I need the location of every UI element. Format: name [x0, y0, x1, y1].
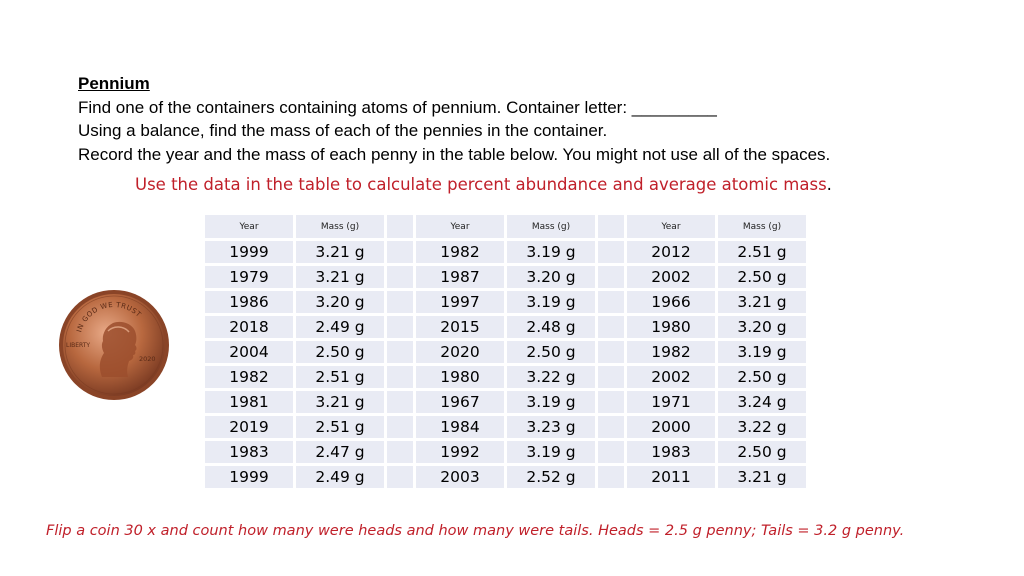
cell-year: 1971 — [627, 391, 718, 416]
column-separator — [598, 341, 627, 366]
column-separator — [387, 366, 416, 391]
cell-mass: 2.52 g — [507, 466, 598, 491]
header-mass: Mass (g) — [507, 215, 598, 241]
header-mass: Mass (g) — [296, 215, 387, 241]
column-separator — [387, 316, 416, 341]
cell-mass: 3.19 g — [507, 441, 598, 466]
cell-mass: 3.24 g — [718, 391, 806, 416]
instruction-text — [135, 175, 832, 194]
cell-mass: 2.50 g — [718, 441, 806, 466]
table-row — [205, 291, 806, 316]
cell-mass: 2.49 g — [296, 466, 387, 491]
cell-year: 2019 — [205, 416, 296, 441]
cell-mass: 3.21 g — [296, 241, 387, 266]
intro-line-record: Record the year and the mass of each penny in the table below. You might not use all of the spaces. — [78, 144, 831, 164]
cell-mass: 3.19 g — [507, 241, 598, 266]
table-row — [205, 366, 806, 391]
cell-year: 1999 — [205, 241, 296, 266]
cell-year: 1997 — [416, 291, 507, 316]
cell-mass: 3.20 g — [507, 266, 598, 291]
cell-year: 2011 — [627, 466, 718, 491]
cell-mass: 3.22 g — [507, 366, 598, 391]
cell-year: 1987 — [416, 266, 507, 291]
header-mass: Mass (g) — [718, 215, 806, 241]
column-separator — [598, 266, 627, 291]
cell-mass: 2.50 g — [718, 266, 806, 291]
column-separator — [598, 291, 627, 316]
cell-mass: 3.23 g — [507, 416, 598, 441]
column-separator — [598, 466, 627, 491]
cell-year: 1983 — [205, 441, 296, 466]
table-row — [205, 416, 806, 441]
column-separator — [387, 241, 416, 266]
cell-mass: 3.21 g — [296, 266, 387, 291]
table-row — [205, 341, 806, 366]
cell-year: 2002 — [627, 266, 718, 291]
cell-mass: 2.51 g — [296, 366, 387, 391]
column-separator — [387, 416, 416, 441]
cell-mass: 3.20 g — [296, 291, 387, 316]
table-header-row — [205, 215, 806, 241]
column-separator — [598, 366, 627, 391]
cell-year: 1981 — [205, 391, 296, 416]
intro-text — [78, 72, 978, 166]
penny-motto: IN GOD WE TRUST — [75, 300, 143, 334]
header-year: Year — [416, 215, 507, 241]
cell-mass: 3.19 g — [507, 291, 598, 316]
table-row — [205, 441, 806, 466]
cell-year: 1980 — [416, 366, 507, 391]
instruction-period: . — [826, 175, 832, 194]
cell-mass: 2.50 g — [296, 341, 387, 366]
cell-year: 2000 — [627, 416, 718, 441]
column-separator — [598, 241, 627, 266]
cell-mass: 3.21 g — [718, 466, 806, 491]
column-separator — [598, 316, 627, 341]
penny-data-table — [205, 215, 806, 491]
cell-year: 2012 — [627, 241, 718, 266]
cell-mass: 3.21 g — [718, 291, 806, 316]
cell-year: 1992 — [416, 441, 507, 466]
cell-year: 1980 — [627, 316, 718, 341]
column-separator — [387, 441, 416, 466]
cell-mass: 2.47 g — [296, 441, 387, 466]
column-separator — [387, 266, 416, 291]
column-separator — [598, 416, 627, 441]
cell-year: 1967 — [416, 391, 507, 416]
cell-year: 2018 — [205, 316, 296, 341]
cell-year: 2002 — [627, 366, 718, 391]
cell-mass: 3.22 g — [718, 416, 806, 441]
cell-year: 2020 — [416, 341, 507, 366]
cell-mass: 2.50 g — [507, 341, 598, 366]
page-title: Pennium — [78, 74, 150, 93]
column-separator — [387, 291, 416, 316]
cell-mass: 2.50 g — [718, 366, 806, 391]
column-separator — [598, 441, 627, 466]
cell-year: 1982 — [416, 241, 507, 266]
cell-mass: 3.19 g — [718, 341, 806, 366]
cell-mass: 3.19 g — [507, 391, 598, 416]
table-row — [205, 241, 806, 266]
footer-instruction: Flip a coin 30 x and count how many were heads and how many were tails. Heads = 2.5 g penny; Tails = 3.2 g penny. — [46, 523, 905, 539]
column-separator — [598, 391, 627, 416]
cell-mass: 3.21 g — [296, 391, 387, 416]
column-separator — [387, 341, 416, 366]
cell-year: 1982 — [205, 366, 296, 391]
header-year: Year — [627, 215, 718, 241]
column-separator — [387, 466, 416, 491]
cell-mass: 2.49 g — [296, 316, 387, 341]
intro-line-balance: Using a balance, find the mass of each of the pennies in the container. — [78, 121, 608, 140]
cell-year: 1986 — [205, 291, 296, 316]
cell-year: 2003 — [416, 466, 507, 491]
table-row — [205, 266, 806, 291]
cell-year: 1966 — [627, 291, 718, 316]
penny-liberty: LIBERTY — [66, 342, 91, 349]
cell-year: 1982 — [627, 341, 718, 366]
cell-mass: 2.51 g — [718, 241, 806, 266]
penny-year: 2020 — [139, 355, 156, 363]
cell-year: 2015 — [416, 316, 507, 341]
cell-year: 2004 — [205, 341, 296, 366]
intro-line-container: Find one of the containers containing atoms of pennium. Container letter: _________ — [78, 97, 717, 117]
cell-mass: 3.20 g — [718, 316, 806, 341]
table-row — [205, 466, 806, 491]
table-row — [205, 391, 806, 416]
column-separator — [598, 215, 627, 241]
cell-year: 1983 — [627, 441, 718, 466]
cell-mass: 2.48 g — [507, 316, 598, 341]
header-year: Year — [205, 215, 296, 241]
cell-mass: 2.51 g — [296, 416, 387, 441]
column-separator — [387, 391, 416, 416]
penny-image — [58, 289, 170, 401]
cell-year: 1984 — [416, 416, 507, 441]
cell-year: 1979 — [205, 266, 296, 291]
cell-year: 1999 — [205, 466, 296, 491]
column-separator — [387, 215, 416, 241]
instruction-sentence: Use the data in the table to calculate percent abundance and average atomic mass — [135, 175, 827, 194]
table-row — [205, 316, 806, 341]
